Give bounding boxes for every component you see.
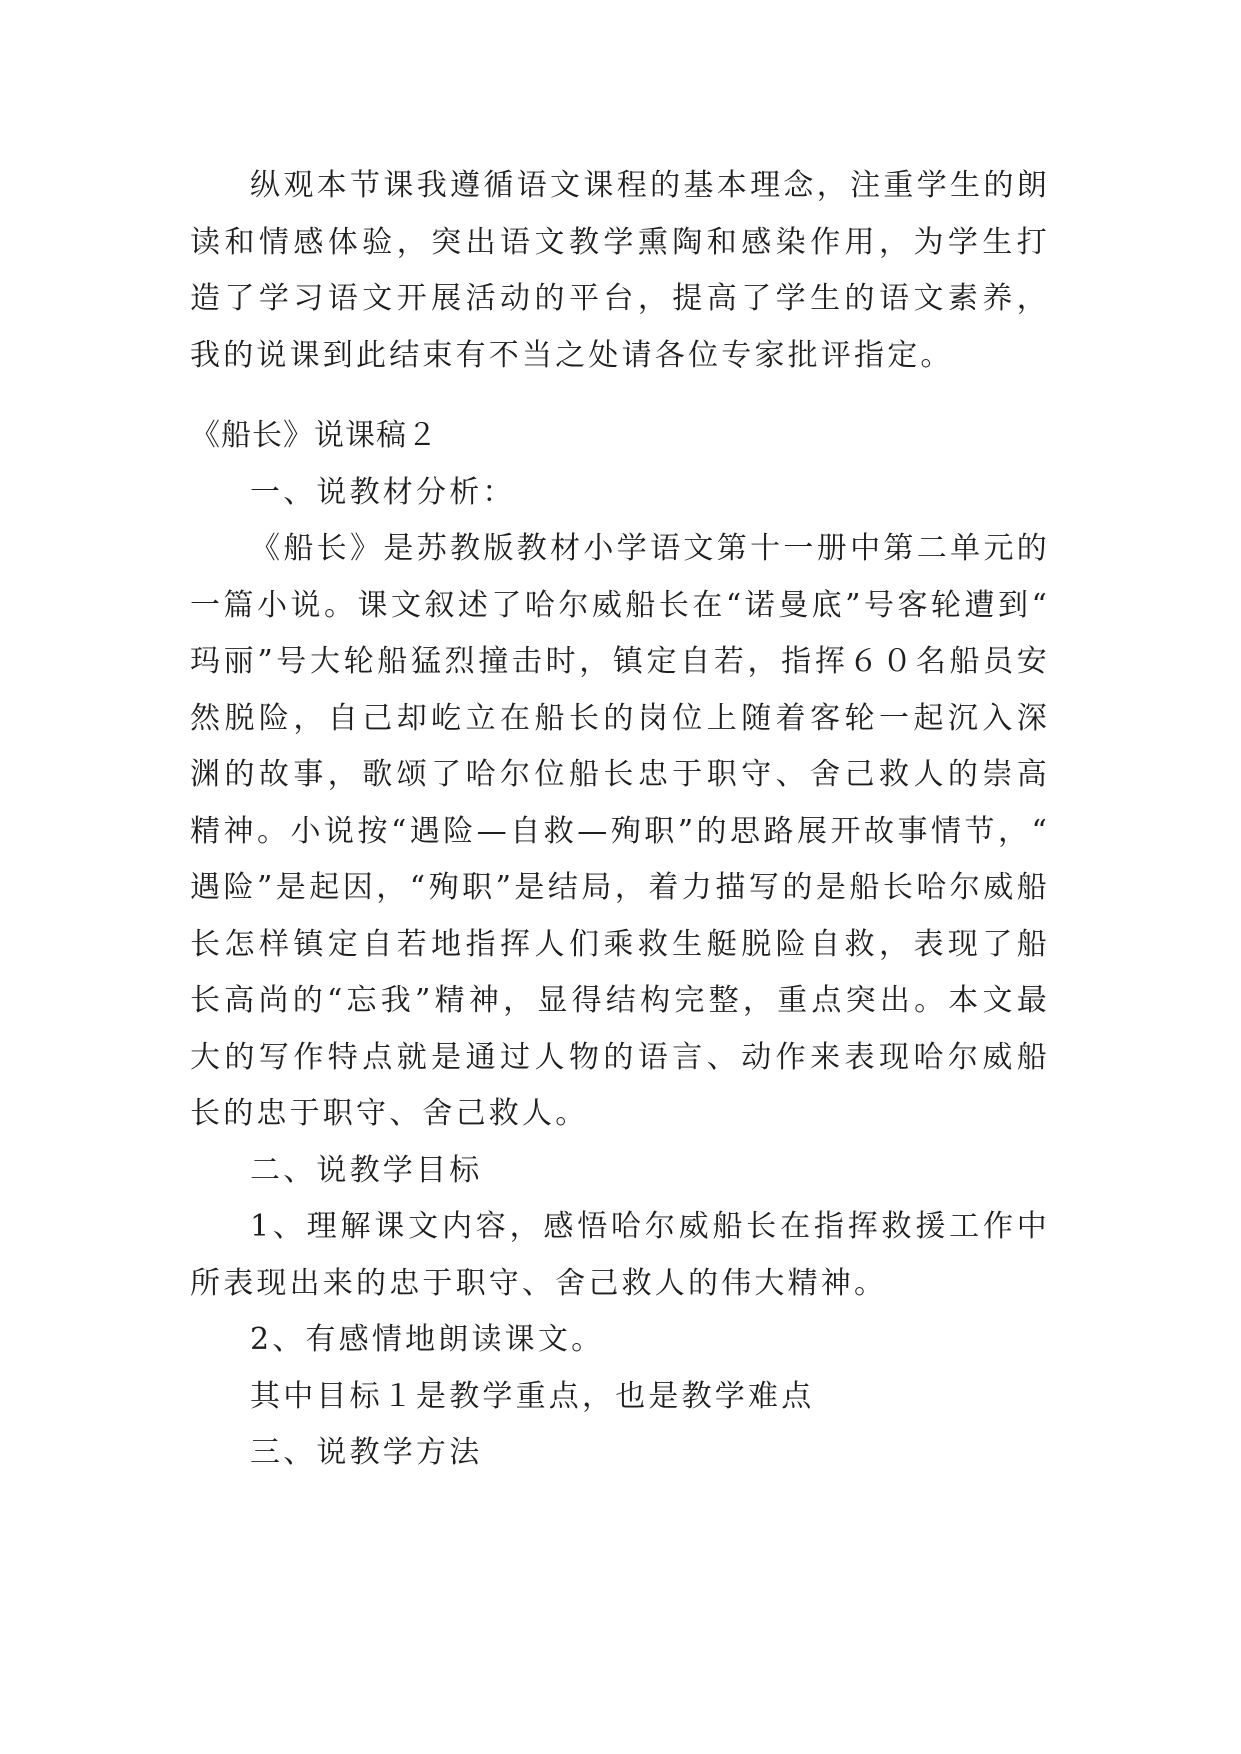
document-title: 《船长》说课稿２ [190,418,438,453]
section-gap [190,384,1050,408]
teaching-focus-note: 其中目标１是教学重点，也是教学难点 [250,1378,815,1414]
section-heading-material-analysis: 一、说教材分析： [250,474,516,510]
document-body [190,158,1050,1482]
material-analysis-paragraph: 《船长》是苏教版教材小学语文第十一册中第二单元的一篇小说。课文叙述了哈尔威船长在“诺曼底”号客轮遭到“玛丽”号大轮船猛烈撞击时，镇定自若，指挥６０名船员安然脱险，自己却屹立在船长的岗位上随着客轮一起沉入深渊的故事，歌颂了哈尔位船长忠于职守、舍己救人的崇高精神。小说按“遇险—自救—殉职”的思路展开故事情节，“遇险”是起因，“殉职”是结局，着力描写的是船长哈尔威船长怎样镇定自若地指挥人们乘救生艇脱险自救，表现了船长高尚的“忘我”精神，显得结构完整，重点突出。本文最大的写作特点就是通过人物的语言、动作来表现哈尔威船长的忠于职守、舍己救人。 [190,531,1050,1131]
section-heading-teaching-methods: 三、说教学方法 [250,1435,483,1470]
teaching-goal-2: 2、有感情地朗读课文。 [250,1322,605,1357]
teaching-goal-1: 1、理解课文内容，感悟哈尔威船长在指挥救援工作中所表现出来的忠于职守、舍己救人的伟大精神。 [190,1209,1050,1301]
closing-paragraph: 纵观本节课我遵循语文课程的基本理念，注重学生的朗读和情感体验，突出语文教学熏陶和感染作用，为学生打造了学习语文开展活动的平台，提高了学生的语文素养，我的说课到此结束有不当之处请各位专家批评指定。 [190,168,1050,373]
section-heading-teaching-goals: 二、说教学目标 [250,1152,483,1188]
